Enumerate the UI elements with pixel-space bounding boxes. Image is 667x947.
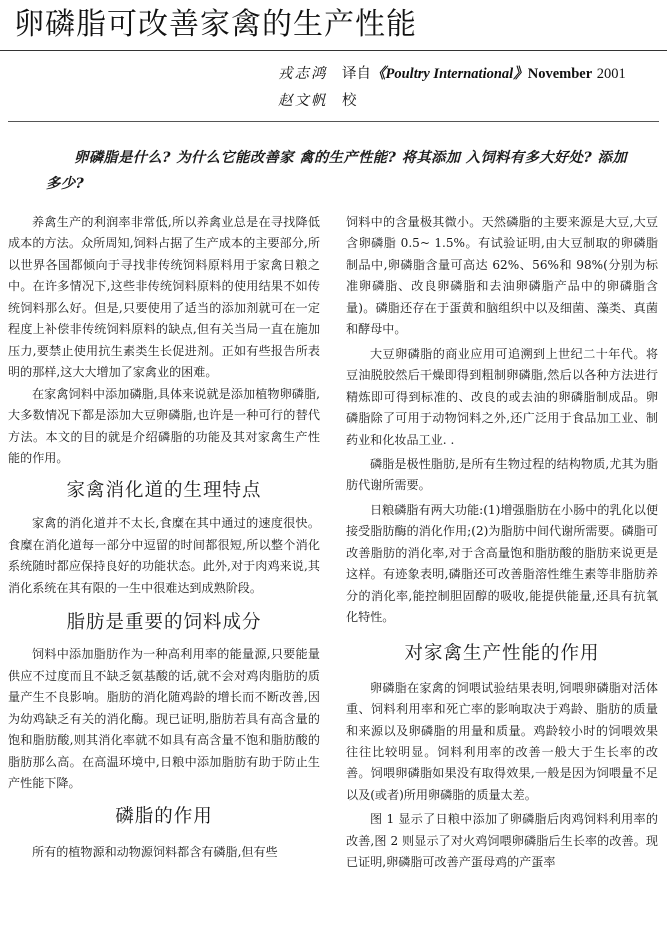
byline-proofreader (278, 91, 357, 111)
source-year: 2001 (596, 66, 626, 82)
source-month: November (527, 66, 593, 82)
paragraph: 饲料中的含量极其微小。天然磷脂的主要来源是大豆,大豆含卵磷脂 0.5~ 1.5%。有试验证明,由大豆制取的卵磷脂制品中,卵磷脂含量可高达 62%、56%和 98%(分别为标准卵磷脂、改良卵磷脂和去油卵磷脂产品中的卵磷脂含量)。磷脂还存在于蛋黄和脑组织中以及细菌、藻类、真菌和酵母中。 (346, 215, 658, 337)
section-heading: 磷脂的作用 (115, 806, 213, 828)
title-divider (0, 50, 667, 51)
paragraph: 家禽的消化道并不太长,食糜在其中通过的速度很快。食糜在消化道每一部分中逗留的时间都很短,所以整个消化系统随时都应保持良好的功能状态。此外,对于肉鸡来说,其消化系统在其有限的一生中很难达到成熟阶段。 (8, 516, 320, 595)
paragraph: 所有的植物源和动物源饲料都含有磷脂,但有些 (32, 845, 278, 860)
paragraph: 大豆卵磷脂的商业应用可追溯到上世纪二十年代。将豆油脱胶然后干燥即得到粗制卵磷脂,然后以各种方法进行精炼即可得到标准的、改良的或去油的卵磷脂制成品。卵磷脂除了可用于动物饲料之外,还广泛用于食品加工业、制药业和化妆品工业. . (346, 346, 658, 447)
proofreader-role: 校 (342, 93, 357, 109)
section-heading: 脂肪是重要的饲料成分 (66, 612, 262, 634)
article-title: 卵磷脂可改善家禽的生产性能 (14, 7, 417, 42)
paragraph: 饲料中添加脂肪作为一种高利用率的能量源,只要能量供应不过度而且不缺乏氨基酸的话,就不会对鸡肉脂肪的质量产生不良影响。脂肪的消化随鸡龄的增长而不断改善,因为幼鸡缺乏有关的消化酶。现已证明,脂肪若具有高含量的饱和脂肪酸,则其消化率就不如具有高含量不饱和脂肪酸的脂肪那么高。在高温环境中,日粮中添加脂肪有助于防止生产性能下降。 (8, 647, 320, 790)
paragraph: 在家禽饲料中添加磷脂,具体来说就是添加植物卵磷脂,大多数情况下都是添加大豆卵磷脂,也许是一种可行的替代方法。本文的目的就是介绍磷脂的功能及其对家禽生产性能的作用。 (8, 386, 320, 465)
left-column (8, 212, 320, 864)
section-heading: 家禽消化道的生理特点 (66, 480, 262, 502)
header-divider (8, 121, 659, 122)
right-column (346, 212, 658, 874)
translator-role: 译自 (342, 66, 371, 82)
paragraph: 磷脂是极性脂肪,是所有生物过程的结构物质,尤其为脂肪代谢所需要。 (346, 456, 658, 493)
byline-translator (278, 64, 626, 84)
translator-name: 戎志鸿 (278, 66, 328, 82)
section-heading: 对家禽生产性能的作用 (404, 642, 600, 664)
abstract: 卵磷脂是什么? 为什么它能改善家 禽的生产性能? 将其添加 入饲料有多大好处? 添加多少? (46, 150, 627, 192)
paragraph: 图 1 显示了日粮中添加了卵磷脂后肉鸡饲料利用率的改善,图 2 则显示了对火鸡饲喂卵磷脂后生长率的改善。现已证明,卵磷脂可改善产蛋母鸡的产蛋率 (346, 812, 658, 870)
paragraph: 卵磷脂在家禽的饲喂试验结果表明,饲喂卵磷脂对活体重、饲料利用率和死亡率的影响取决于鸡龄、脂肪的质量和来源以及卵磷脂的用量和质量。鸡龄较小时的饲喂效果往往比较明显。饲料利用率的改善一般大于生长率的改善。饲喂卵磷脂如果没有取得效果,一般是因为饲喂量不足以及(或者)所用卵磷脂的质量太差。 (346, 680, 658, 802)
paragraph: 养禽生产的利润率非常低,所以养禽业总是在寻找降低成本的方法。众所周知,饲料占据了生产成本的主要部分,所以世界各国都倾向于寻找非传统饲料原料用于家禽日粮之中。在许多情况下,这些非传统饲料原料的使用结果不如传统饲料那么好。但是,只要使用了适当的添加剂就可在一定程度上补偿非传统饲料原料的缺点,但有关当局一直在施加压力,要禁止使用抗生素类生长促进剂。正如有些报告所表明的那样,这大大增加了家禽业的困难。 (8, 215, 320, 380)
paragraph: 日粮磷脂有两大功能:(1)增强脂肪在小肠中的乳化以便接受脂肪酶的消化作用;(2)为脂肪中间代谢所需要。磷脂可改善脂肪的消化率,对于含高量饱和脂肪酸的脂肪来说更是这样。有迹象表明,磷脂还可改善脂溶性维生素等非脂肪养分的消化率,能控制胆固醇的吸收,能提供能量,还具有抗氧化特性。 (346, 502, 658, 625)
source-publication: 《Poultry International》 (371, 66, 528, 82)
proofreader-name: 赵文帆 (278, 93, 328, 109)
